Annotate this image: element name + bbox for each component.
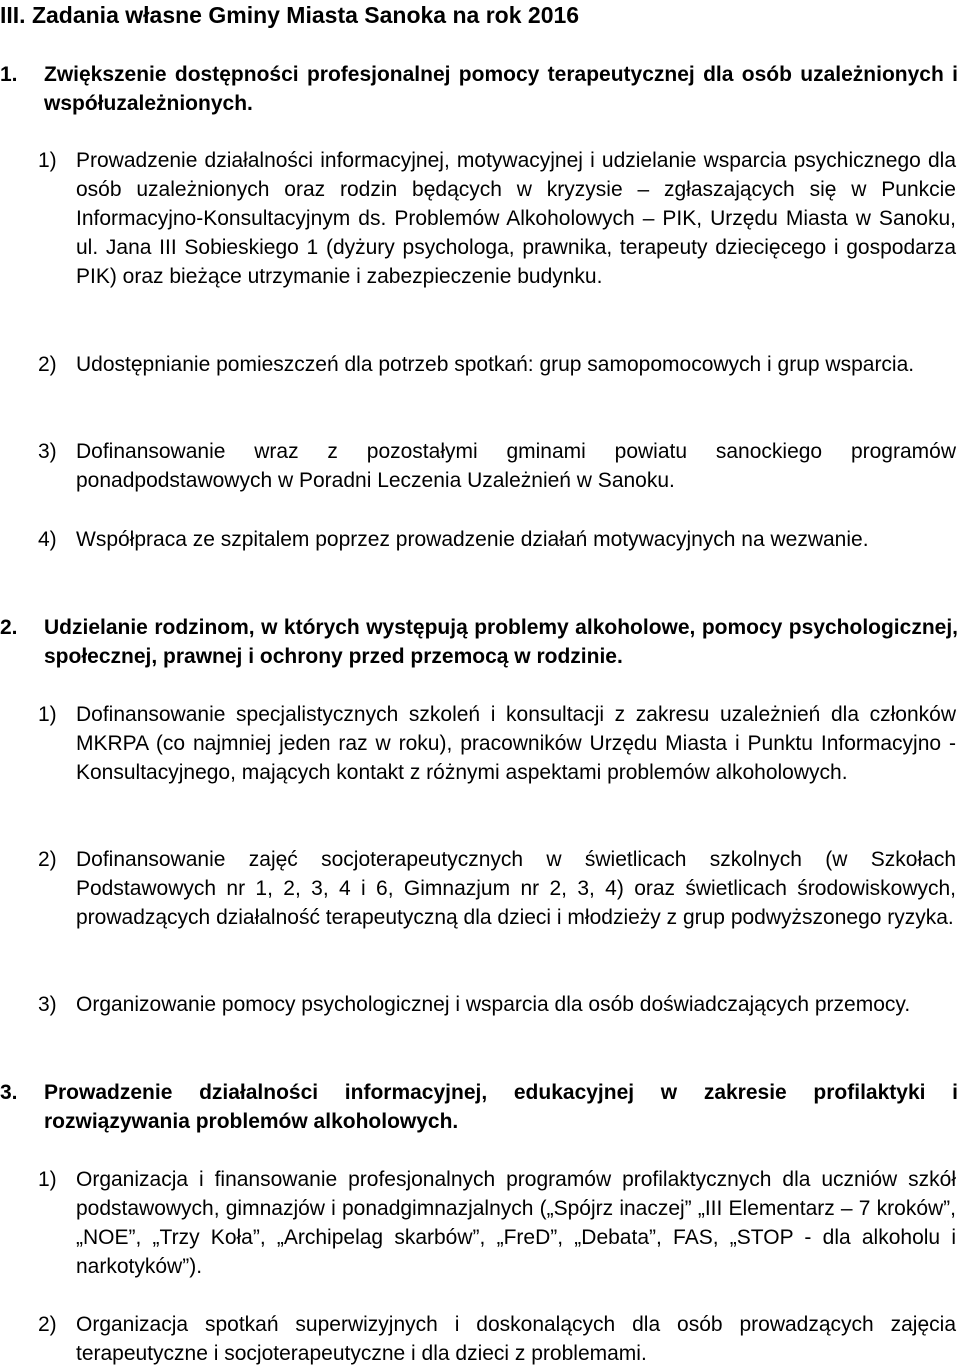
item-text: Dofinansowanie wraz z pozostałymi gminami powiatu sanockiego programów ponadpodstawowych w Poradni Leczenia Uzależnień w Sanoku. [76, 440, 956, 492]
list-item [38, 990, 956, 1019]
item-text: Organizowanie pomocy psychologicznej i wsparcia dla osób doświadczających przemocy. [76, 993, 911, 1016]
section-heading-text: Udzielanie rodzinom, w których występują problemy alkoholowe, pomocy psychologicznej, społecznej, prawnej i ochrony przed przemocą w rodzinie. [44, 616, 958, 668]
section-heading-text: Zwiększenie dostępności profesjonalnej pomocy terapeutycznej dla osób uzależnionych i współuzależnionych. [44, 63, 958, 115]
item-text: Organizacja spotkań superwizyjnych i doskonalących dla osób prowadzących zajęcia terapeutyczne i socjoterapeutyczne i dla dzieci z problemami. [76, 1313, 956, 1365]
item-number: 2) [38, 848, 57, 871]
item-number: 2) [38, 353, 57, 376]
document-title: III. Zadania własne Gminy Miasta Sanoka na rok 2016 [0, 2, 580, 28]
list-item [38, 146, 956, 291]
item-number: 1) [38, 703, 57, 726]
list-item [38, 437, 956, 495]
item-number: 4) [38, 528, 57, 551]
item-text: Prowadzenie działalności informacyjnej, motywacyjnej i udzielanie wsparcia psychicznego dla osób uzależnionych oraz rodzin będących w kryzysie – zgłaszających się w Punkcie Informacyjno-Konsultacyjnym ds. Problemów Alkoholowych – PIK, Urzędu Miasta w Sanoku, ul. Jana III Sobieskiego 1 (dyżury psychologa, prawnika, terapeuty dziecięcego i gospodarza PIK) oraz bieżące utrzymanie i zabezpieczenie budynku. [76, 149, 956, 288]
list-item [38, 845, 956, 932]
section-number: 2. [0, 616, 18, 639]
item-number: 2) [38, 1313, 57, 1336]
item-number: 1) [38, 1168, 57, 1191]
list-item [38, 1310, 956, 1368]
item-text: Dofinansowanie specjalistycznych szkoleń i konsultacji z zakresu uzależnień dla członków MKRPA (co najmniej jeden raz w roku), pracowników Urzędu Miasta i Punktu Informacyjno - Konsultacyjnego, mających kontakt z różnymi aspektami problemów alkoholowych. [76, 703, 956, 784]
section-heading-text: Prowadzenie działalności informacyjnej, edukacyjnej w zakresie profilaktyki i rozwiązywania problemów alkoholowych. [44, 1081, 958, 1133]
item-number: 3) [38, 440, 57, 463]
section-heading-2 [0, 613, 958, 671]
item-text: Dofinansowanie zajęć socjoterapeutycznych w świetlicach szkolnych (w Szkołach Podstawowych nr 1, 2, 3, 4 i 6, Gimnazjum nr 2, 3, 4) oraz świetlicach środowiskowych, prowadzących działalność terapeutyczną dla dzieci i młodzieży z grup podwyższonego ryzyka. [76, 848, 956, 929]
section-number: 1. [0, 63, 18, 86]
list-item [38, 525, 956, 554]
section-heading-3 [0, 1078, 958, 1136]
item-text: Organizacja i finansowanie profesjonalnych programów profilaktycznych dla uczniów szkół podstawowych, gimnazjów i ponadgimnazjalnych („Spójrz inaczej” „III Elementarz – 7 kroków”, „NOE”, „Trzy Koła”, „Archipelag skarbów”, „FreD”, „Debata”, FAS, „STOP - dla alkoholu i narkotyków”). [76, 1168, 956, 1278]
item-text: Współpraca ze szpitalem poprzez prowadzenie działań motywacyjnych na wezwanie. [76, 528, 869, 551]
item-number: 3) [38, 993, 57, 1016]
section-heading-1 [0, 60, 958, 118]
item-text: Udostępnianie pomieszczeń dla potrzeb spotkań: grup samopomocowych i grup wsparcia. [76, 353, 915, 376]
item-number: 1) [38, 149, 57, 172]
list-item [38, 1165, 956, 1281]
list-item [38, 700, 956, 787]
list-item [38, 350, 956, 379]
section-number: 3. [0, 1081, 18, 1104]
